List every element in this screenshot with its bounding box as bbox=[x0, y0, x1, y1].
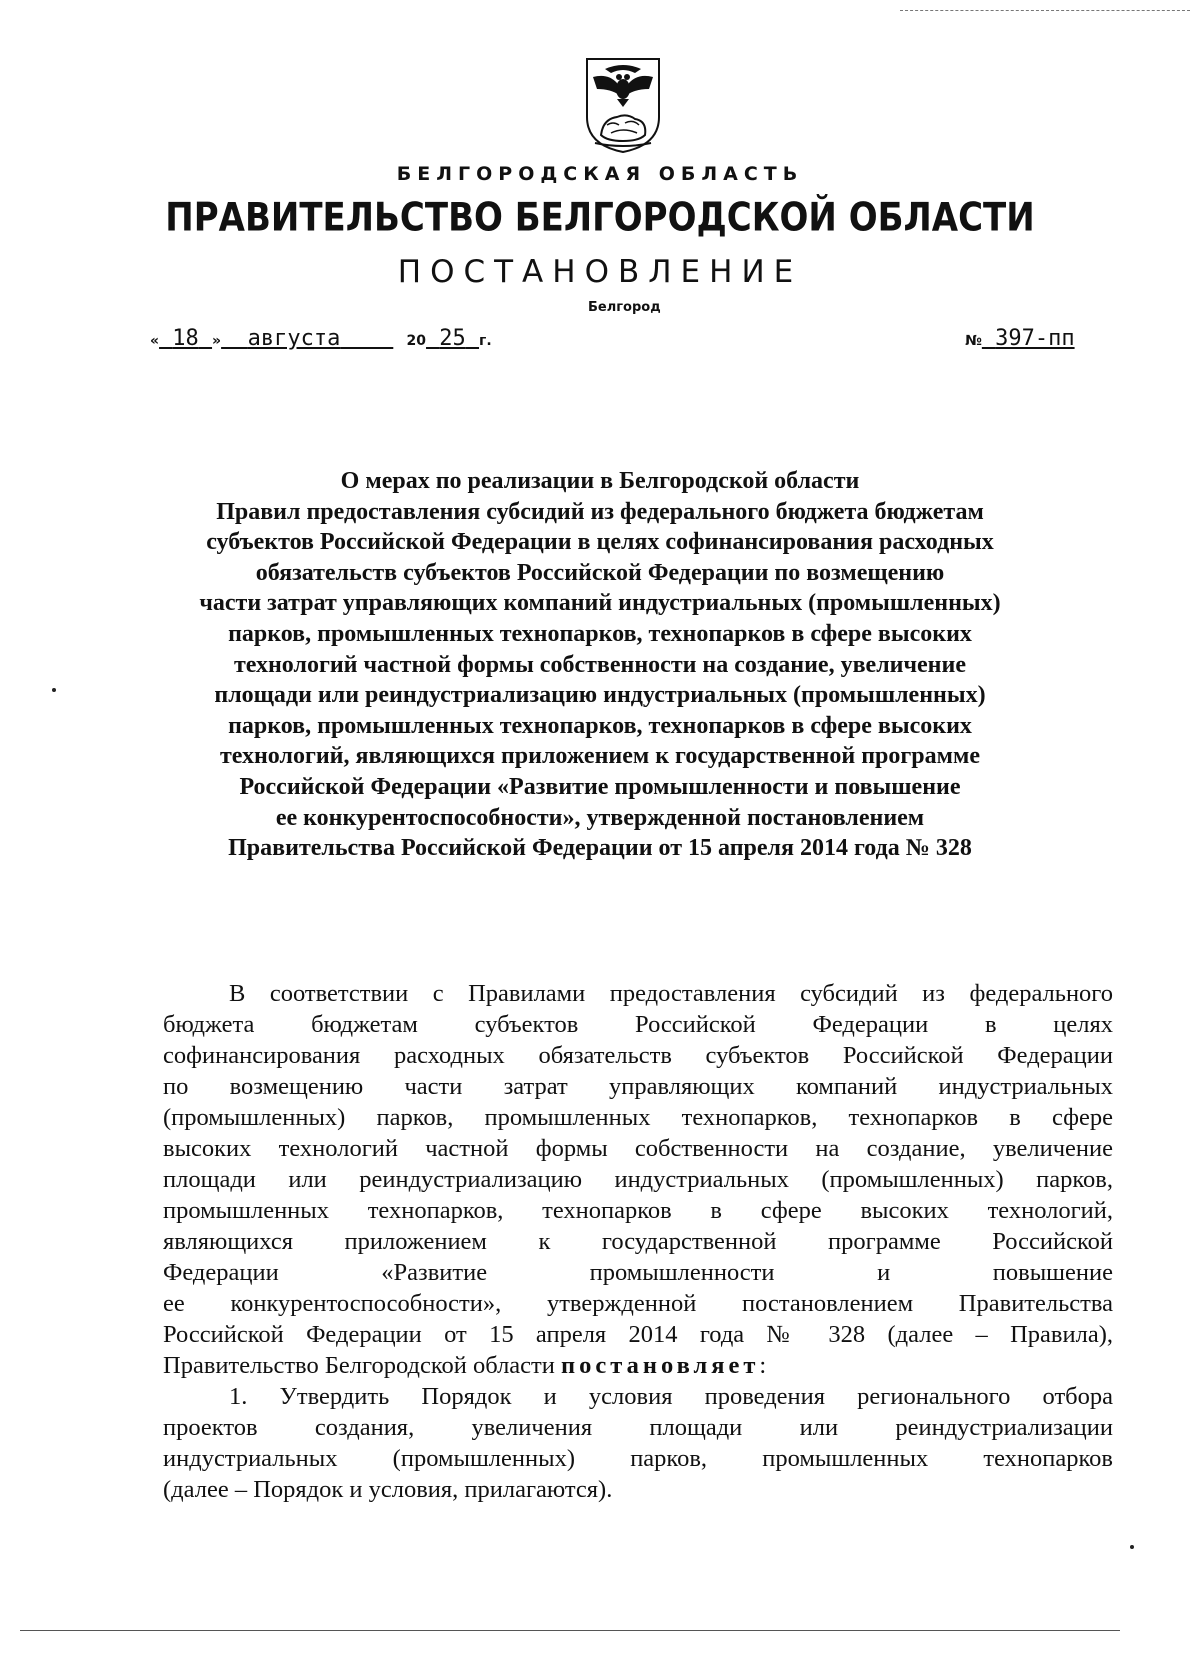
government-name: ПРАВИТЕЛЬСТВО БЕЛГОРОДСКОЙ ОБЛАСТИ bbox=[165, 195, 1035, 241]
body-line: В соответствии с Правилами предоставления субсидий из федерального bbox=[229, 980, 1113, 1007]
body-line: софинансирования расходных обязательств субъектов Российской Федерации bbox=[163, 1042, 1113, 1069]
title-line: парков, промышленных технопарков, технопарков в сфере высоких bbox=[228, 620, 972, 647]
title-line: площади или реиндустриализацию индустриальных (промышленных) bbox=[214, 682, 986, 709]
body-line: Российской Федерации от 15 апреля 2014 года № 328 (далее – Правила), bbox=[163, 1321, 1113, 1348]
body-line: являющихся приложением к государственной программе Российской bbox=[163, 1228, 1113, 1255]
title-line: технологий, являющихся приложением к государственной программе bbox=[220, 743, 980, 770]
date-close-quote: » bbox=[212, 333, 222, 349]
body-line: высоких технологий частной формы собственности на создание, увеличение bbox=[163, 1135, 1113, 1162]
document-type: ПОСТАНОВЛЕНИЕ bbox=[397, 254, 803, 290]
scan-edge-line bbox=[900, 10, 1190, 11]
date-year-prefix: 20 bbox=[406, 333, 427, 349]
body-line: индустриальных (промышленных) парков, промышленных технопарков bbox=[163, 1445, 1113, 1472]
resolution-prefix: Правительство Белгородской области bbox=[163, 1352, 555, 1379]
title-line: технологий частной формы собственности на создание, увеличение bbox=[234, 651, 966, 678]
body-line: (промышленных) парков, промышленных технопарков, технопарков в сфере bbox=[163, 1104, 1113, 1131]
body-line: бюджета бюджетам субъектов Российской Федерации в целях bbox=[163, 1011, 1113, 1038]
date-open-quote: « bbox=[150, 333, 160, 349]
scan-edge-line bbox=[20, 1630, 1120, 1631]
document-title bbox=[150, 466, 1050, 864]
scan-speck bbox=[52, 688, 56, 692]
resolution-colon: : bbox=[759, 1352, 767, 1379]
resolution-keyword: постановляет bbox=[561, 1352, 760, 1379]
title-line: субъектов Российской Федерации в целях софинансирования расходных bbox=[206, 529, 994, 556]
region-name: БЕЛГОРОДСКАЯ ОБЛАСТЬ bbox=[396, 163, 804, 185]
title-line: парков, промышленных технопарков, технопарков в сфере высоких bbox=[228, 712, 972, 739]
title-line: Российской Федерации «Развитие промышленности и повышение bbox=[239, 773, 961, 800]
body-line: проектов создания, увеличения площади или реиндустриализации bbox=[163, 1414, 1113, 1441]
coat-of-arms-icon bbox=[583, 55, 663, 155]
body-line: промышленных технопарков, технопарков в сфере высоких технологий, bbox=[163, 1197, 1113, 1224]
date-day: 18 bbox=[172, 326, 199, 351]
document-number bbox=[965, 326, 1075, 351]
body-line: Федерации «Развитие промышленности и повышение bbox=[163, 1259, 1113, 1286]
body-line-resolution bbox=[163, 1350, 1113, 1381]
document-body bbox=[163, 978, 1113, 1505]
city-name: Белгород bbox=[588, 300, 661, 315]
body-line: площади или реиндустриализацию индустриальных (промышленных) парков, bbox=[163, 1166, 1113, 1193]
title-line: Правил предоставления субсидий из федерального бюджета бюджетам bbox=[216, 498, 984, 525]
title-line: О мерах по реализации в Белгородской области bbox=[340, 468, 860, 494]
body-line: 1. Утвердить Порядок и условия проведения регионального отбора bbox=[229, 1383, 1113, 1410]
body-line: ее конкурентоспособности», утвержденной постановлением Правительства bbox=[163, 1290, 1113, 1317]
number-value: 397-пп bbox=[995, 326, 1075, 351]
title-line: части затрат управляющих компаний индустриальных (промышленных) bbox=[199, 590, 1001, 617]
title-line: обязательств субъектов Российской Федерации по возмещению bbox=[255, 559, 945, 586]
date-month: августа bbox=[247, 326, 341, 351]
date-year-mark: г. bbox=[479, 333, 492, 349]
document-date bbox=[150, 326, 492, 351]
title-line: Правительства Российской Федерации от 15 апреля 2014 года № 328 bbox=[228, 835, 972, 862]
scan-speck bbox=[1130, 1545, 1134, 1549]
body-line: (далее – Порядок и условия, прилагаются). bbox=[163, 1476, 613, 1503]
body-line: по возмещению части затрат управляющих компаний индустриальных bbox=[163, 1073, 1113, 1100]
date-year-suffix: 25 bbox=[439, 326, 466, 351]
number-label: № bbox=[965, 333, 982, 349]
title-line: ее конкурентоспособности», утвержденной постановлением bbox=[275, 804, 925, 831]
